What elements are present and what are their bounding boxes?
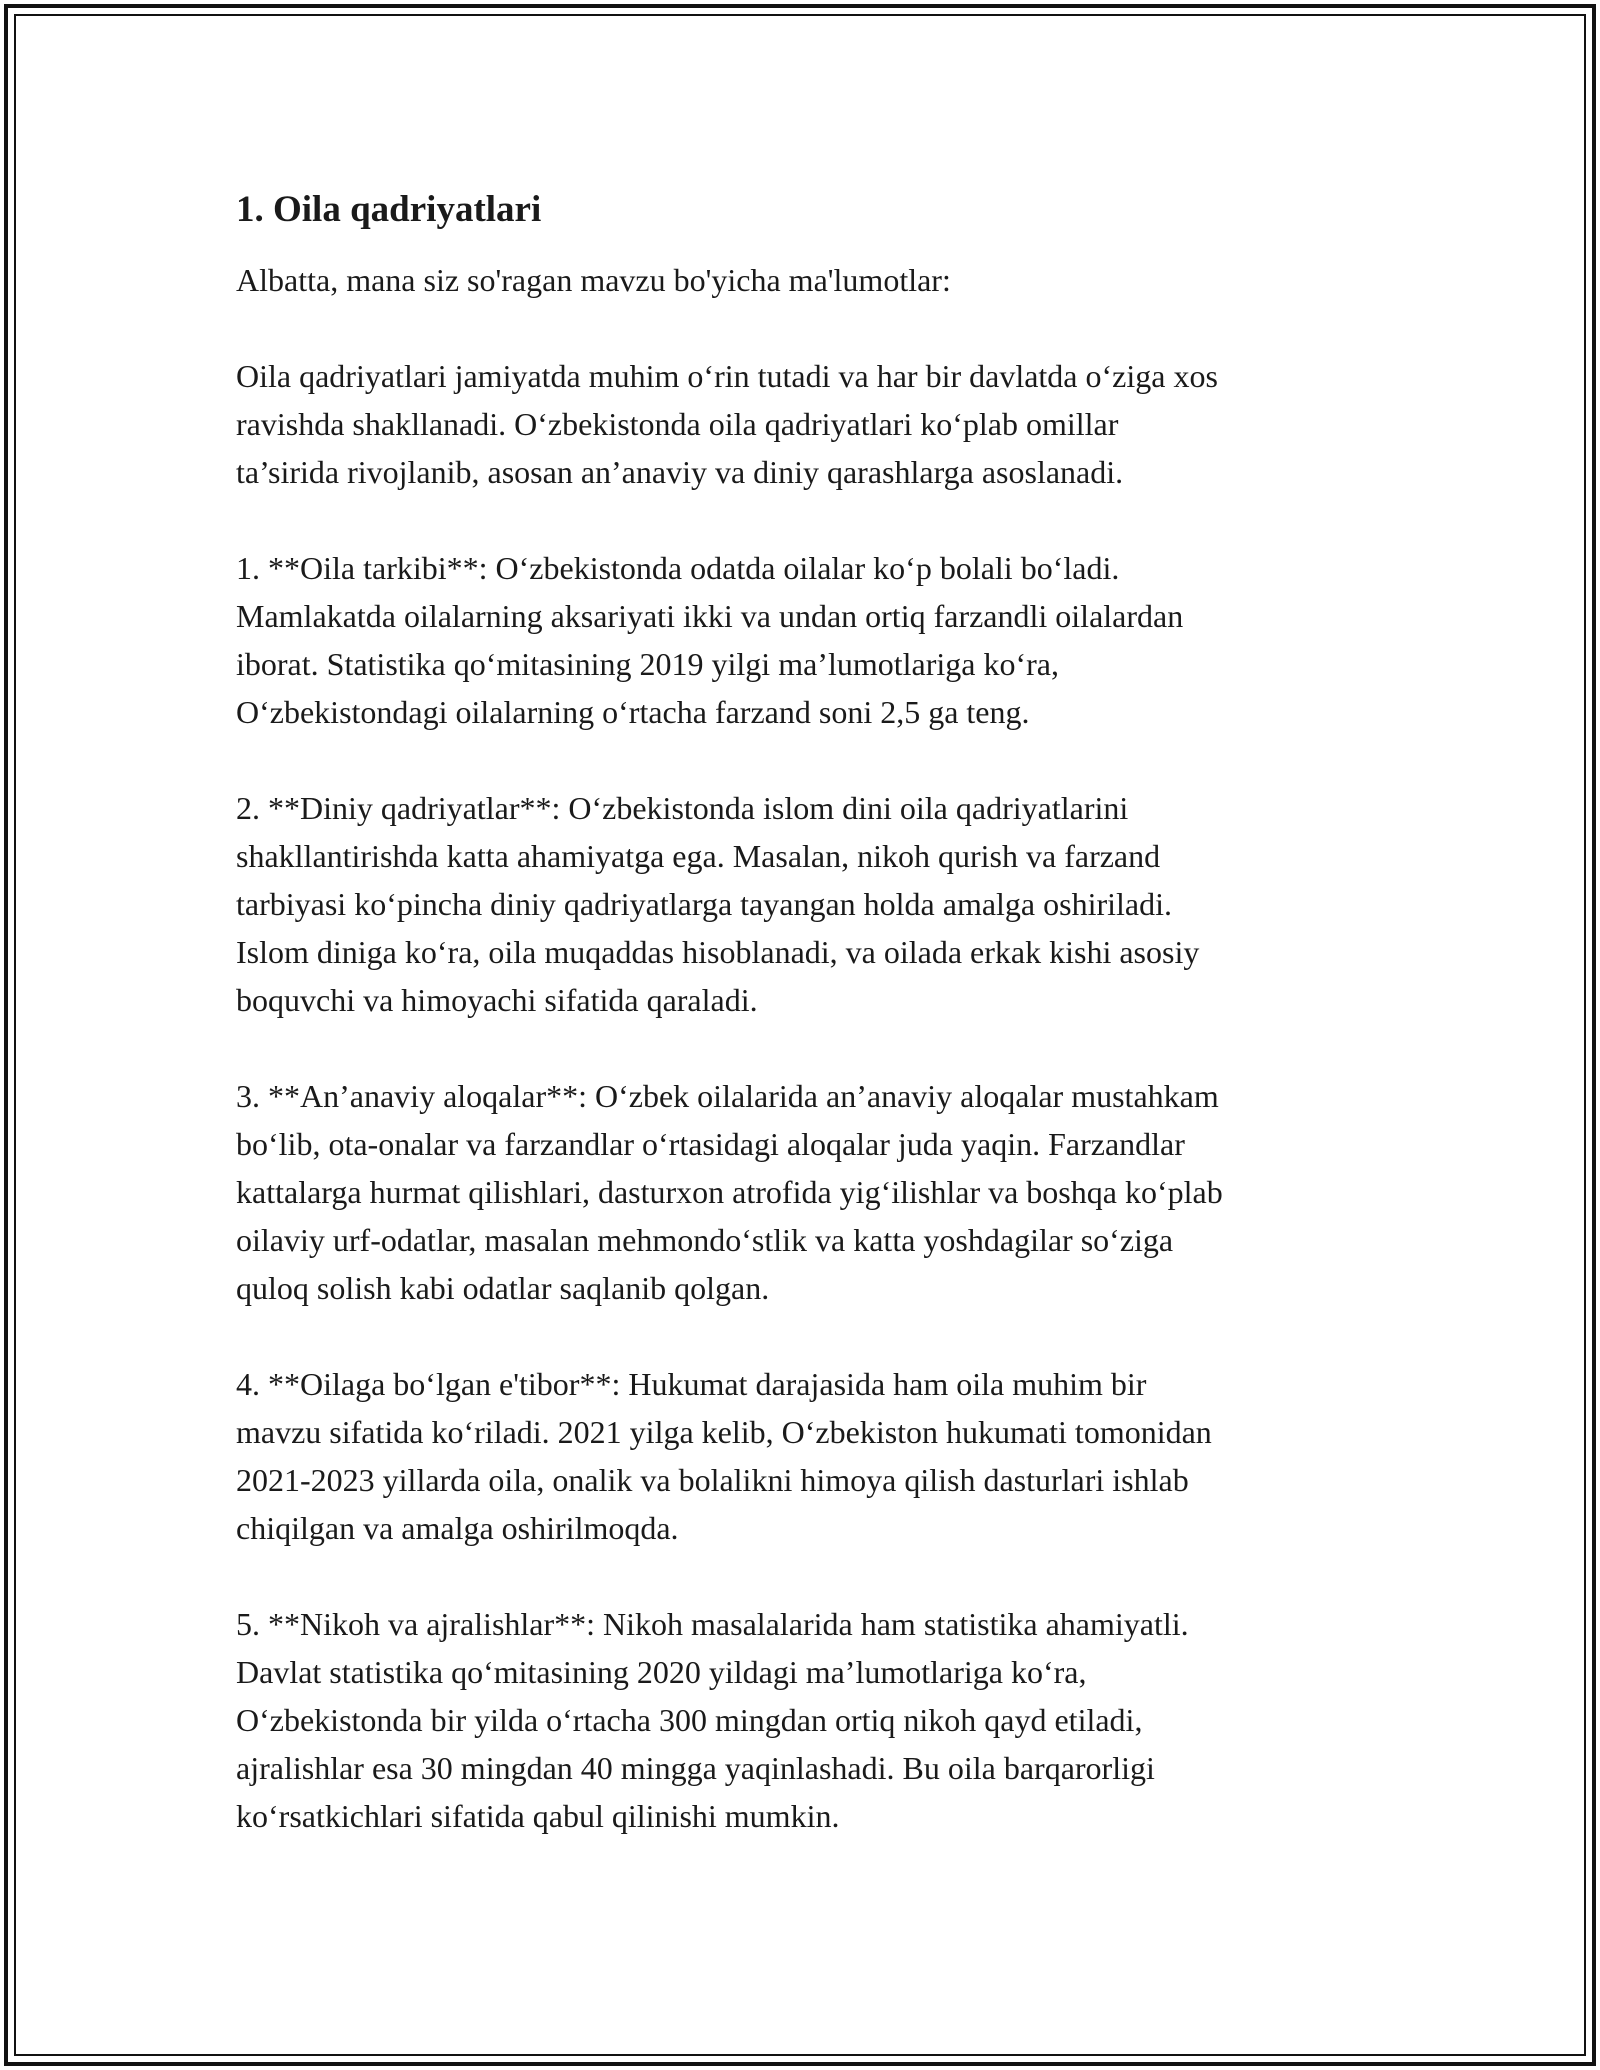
document-body bbox=[236, 186, 1376, 1888]
section-oilaga-etibor: 4. **Oilaga bo‘lgan e'tibor**: Hukumat darajasida ham oila muhim bir mavzu sifatida ko‘riladi. 2021 yilga kelib, O‘zbekiston hukumati tomonidan 2021-2023 yillarda oila, onalik va bolalikni himoya qilish dasturlari ishlab chiqilgan va amalga oshirilmoqda. bbox=[236, 1366, 1212, 1546]
document-title: 1. Oila qadriyatlari bbox=[236, 189, 542, 230]
section-oila-tarkibi: 1. **Oila tarkibi**: O‘zbekistonda odatda oilalar ko‘p bolali bo‘ladi. Mamlakatda oilalarning aksariyati ikki va undan ortiq farzandli oilalardan iborat. Statistika qo‘mitasining 2019 yilgi ma’lumotlariga ko‘ra, O‘zbekistondagi oilalarning o‘rtacha farzand soni 2,5 ga teng. bbox=[236, 550, 1184, 730]
intro-paragraph: Oila qadriyatlari jamiyatda muhim o‘rin tutadi va har bir davlatda o‘ziga xos ravishda shakllanadi. O‘zbekistonda oila qadriyatlari ko‘plab omillar ta’sirida rivojlanib, asosan an’anaviy va diniy qarashlarga asoslanadi. bbox=[236, 358, 1218, 490]
section-diniy-qadriyatlar: 2. **Diniy qadriyatlar**: O‘zbekistonda islom dini oila qadriyatlarini shakllantirishda katta ahamiyatga ega. Masalan, nikoh qurish va farzand tarbiyasi ko‘pincha diniy qadriyatlarga tayangan holda amalga oshiriladi. Islom diniga ko‘ra, oila muqaddas hisoblanadi, va oilada erkak kishi asosiy boquvchi va himoyachi sifatida qaraladi. bbox=[236, 790, 1200, 1018]
section-ananaviy-aloqalar: 3. **An’anaviy aloqalar**: O‘zbek oilalarida an’anaviy aloqalar mustahkam bo‘lib, ota-onalar va farzandlar o‘rtasidagi aloqalar juda yaqin. Farzandlar kattalarga hurmat qilishlari, dasturxon atrofida yig‘ilishlar va boshqa ko‘plab oilaviy urf-odatlar, masalan mehmondo‘stlik va katta yoshdagilar so‘ziga quloq solish kabi odatlar saqlanib qolgan. bbox=[236, 1078, 1223, 1306]
section-nikoh-ajralishlar: 5. **Nikoh va ajralishlar**: Nikoh masalalarida ham statistika ahamiyatli. Davlat statistika qo‘mitasining 2020 yildagi ma’lumotlariga ko‘ra, O‘zbekistonda bir yilda o‘rtacha 300 mingdan ortiq nikoh qayd etiladi, ajralishlar esa 30 mingdan 40 mingga yaqinlashadi. Bu oila barqarorligi ko‘rsatkichlari sifatida qabul qilinishi mumkin. bbox=[236, 1606, 1189, 1834]
intro-line: Albatta, mana siz so'ragan mavzu bo'yicha ma'lumotlar: bbox=[236, 262, 951, 298]
